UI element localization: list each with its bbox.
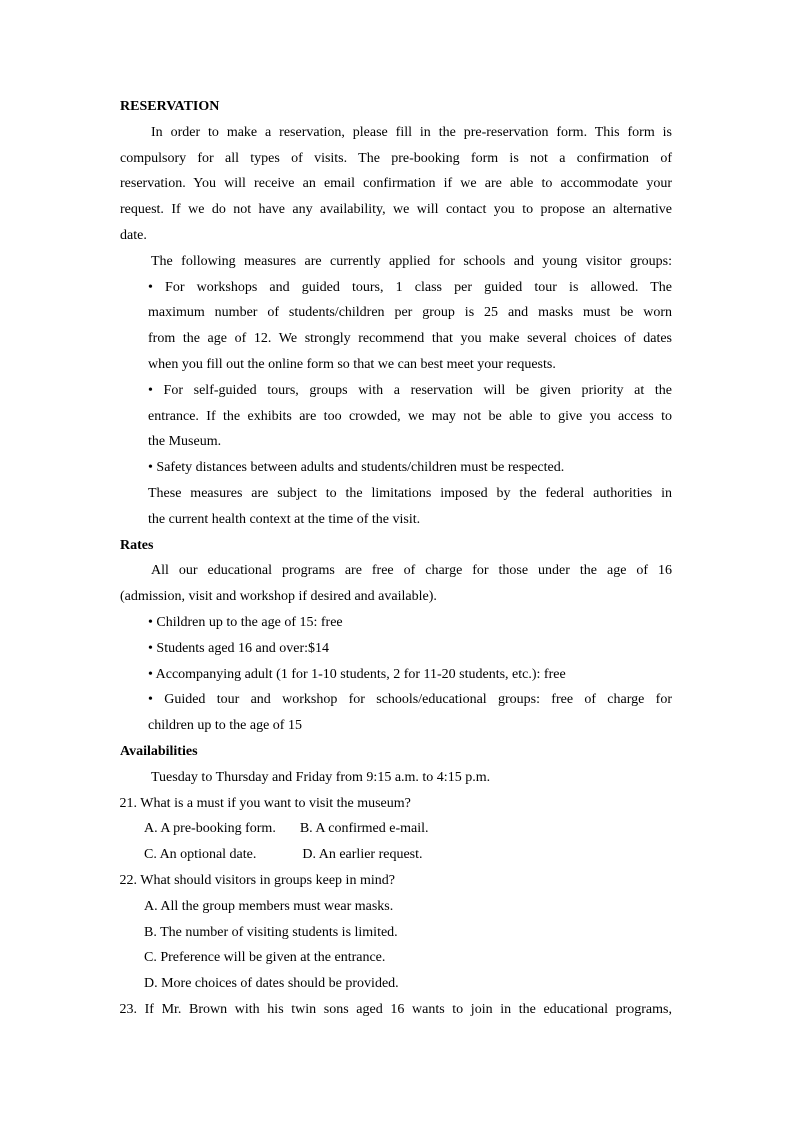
text-line: compulsory for all types of visits. The pre-booking form is not a confirmation of	[120, 150, 672, 166]
measures-intro: The following measures are currently applied for schools and young visitor groups:	[151, 253, 672, 269]
text-line: (admission, visit and workshop if desired and available).	[120, 589, 437, 605]
question-21	[120, 791, 672, 868]
option-b: B. The number of visiting students is limited.	[144, 924, 398, 940]
option-c: C. Preference will be given at the entrance.	[144, 950, 386, 966]
rate-item: • Children up to the age of 15: free	[148, 614, 343, 630]
measures-limitations	[120, 481, 672, 533]
text-line: children up to the age of 15	[148, 718, 302, 734]
option-d: D. More choices of dates should be provided.	[144, 976, 399, 992]
text-line: entrance. If the exhibits are too crowded, we may not be able to give you access to	[148, 408, 672, 424]
option-row	[120, 816, 672, 842]
question-stem: 22. What should visitors in groups keep in mind?	[119, 872, 395, 888]
text-line: maximum number of students/children per group is 25 and masks must be worn	[148, 305, 672, 321]
rate-item: • Students aged 16 and over:$14	[148, 640, 330, 656]
rate-item	[120, 687, 672, 739]
text-line: In order to make a reservation, please fill in the pre-reservation form. This form is	[151, 124, 672, 140]
question-stem: 21. What is a must if you want to visit the museum?	[119, 795, 411, 811]
availabilities-heading: Availabilities	[120, 743, 198, 759]
text-line: reservation. You will receive an email confirmation if we are able to accommodate your	[120, 176, 672, 192]
rates-paragraph	[120, 558, 672, 610]
text-line: when you fill out the online form so that we can best meet your requests.	[148, 356, 556, 372]
text-line: the current health context at the time of the visit.	[148, 511, 421, 527]
text-line: date.	[120, 227, 147, 243]
option-c: C. An optional date.	[144, 847, 257, 863]
text-line: • For self-guided tours, groups with a reservation will be given priority at the	[148, 382, 672, 398]
option-d: D. An earlier request.	[302, 847, 423, 863]
option-a: A. All the group members must wear masks.	[144, 898, 394, 914]
measure-bullet-workshops	[120, 275, 672, 378]
question-23	[120, 997, 672, 1023]
availabilities-text: Tuesday to Thursday and Friday from 9:15 a.m. to 4:15 p.m.	[151, 769, 491, 785]
text-line: • For workshops and guided tours, 1 class per guided tour is allowed. The	[148, 279, 672, 295]
measure-bullet-safety: • Safety distances between adults and students/children must be respected.	[148, 460, 565, 476]
option-b: B. A confirmed e-mail.	[299, 821, 429, 837]
question-stem: 23. If Mr. Brown with his twin sons aged 16 wants to join in the educational programs,	[119, 1001, 672, 1017]
option-a: A. A pre-booking form.	[144, 821, 276, 837]
rate-item: • Accompanying adult (1 for 1-10 students, 2 for 11-20 students, etc.): free	[148, 666, 566, 682]
document-body	[120, 94, 672, 1023]
text-line: • Guided tour and workshop for schools/educational groups: free of charge for	[148, 692, 672, 708]
text-line: request. If we do not have any availability, we will contact you to propose an alternative	[120, 202, 672, 218]
rates-heading: Rates	[120, 537, 154, 553]
text-line: These measures are subject to the limitations imposed by the federal authorities in	[148, 485, 672, 501]
text-line: All our educational programs are free of charge for those under the age of 16	[151, 563, 672, 579]
measure-bullet-self-guided	[120, 378, 672, 455]
text-line: from the age of 12. We strongly recommend that you make several choices of dates	[148, 331, 672, 347]
reservation-heading: RESERVATION	[120, 99, 220, 114]
question-22	[120, 868, 672, 997]
option-row	[120, 842, 672, 868]
reservation-paragraph	[120, 120, 672, 249]
text-line: the Museum.	[148, 434, 222, 450]
